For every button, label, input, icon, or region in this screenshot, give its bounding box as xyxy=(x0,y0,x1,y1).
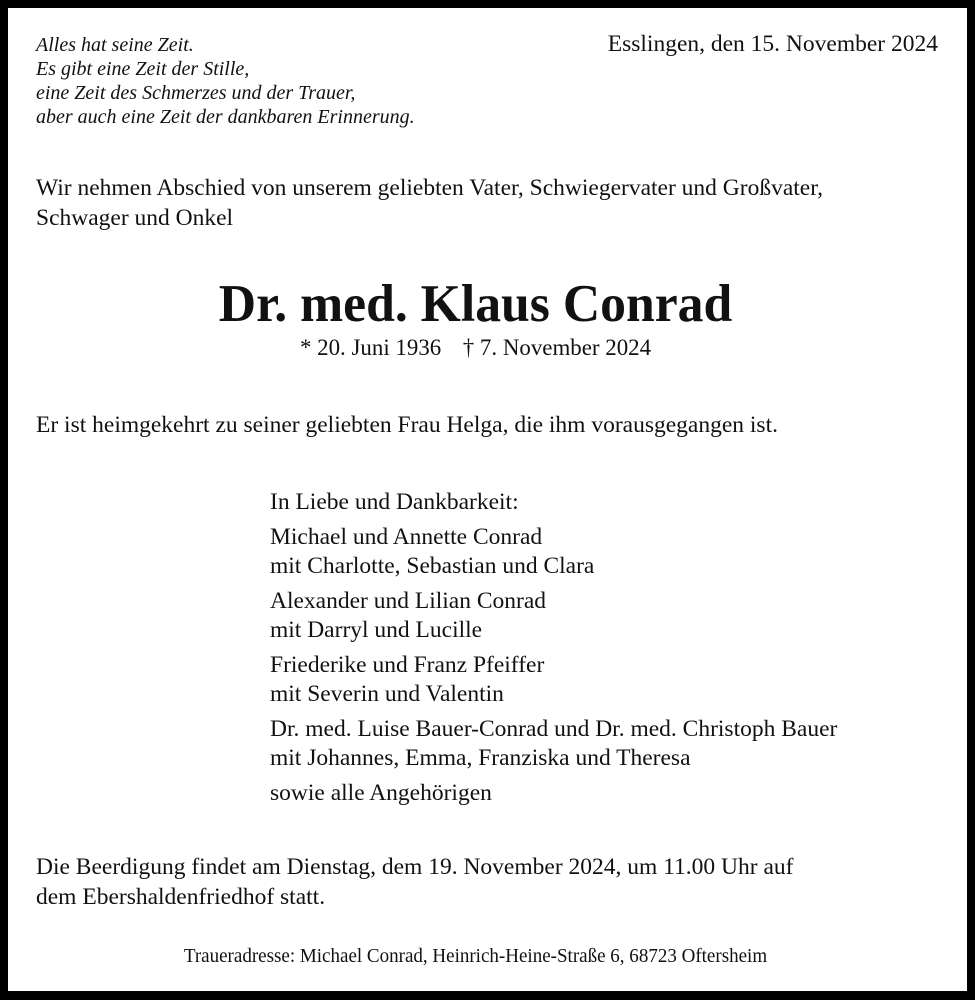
mourner-names: Friederike und Franz Pfeiffer xyxy=(270,652,545,678)
mourners-closing: sowie alle Angehörigen xyxy=(270,780,492,806)
helga-sentence: Er ist heimgekehrt zu seiner geliebten Frau Helga, die ihm vorausgegangen ist. xyxy=(36,412,778,438)
motto-verse xyxy=(36,33,415,129)
mourner-names: Alexander und Lilian Conrad xyxy=(270,588,547,614)
mourners-list xyxy=(270,488,837,814)
life-dates xyxy=(8,335,943,362)
motto-line: aber auch eine Zeit der dankbaren Erinnerung. xyxy=(36,106,415,128)
death-date: † 7. November 2024 xyxy=(462,335,652,361)
motto-line: Alles hat seine Zeit. xyxy=(36,34,194,56)
motto-line: Es gibt eine Zeit der Stille, xyxy=(36,58,250,80)
obituary-notice xyxy=(8,8,967,991)
mourner-group xyxy=(270,523,837,581)
mourner-names: Michael und Annette Conrad xyxy=(270,524,543,550)
intro-line: Wir nehmen Abschied von unserem geliebten Vater, Schwiegervater und Großvater, xyxy=(36,175,823,201)
mourner-group xyxy=(270,587,837,645)
deceased-name: Dr. med. Klaus Conrad xyxy=(218,275,733,333)
mourners-heading: In Liebe und Dankbarkeit: xyxy=(270,489,519,515)
intro-line: Schwager und Onkel xyxy=(36,205,234,231)
mourner-children: mit Darryl und Lucille xyxy=(270,617,483,643)
funeral-line: Die Beerdigung findet am Dienstag, dem 19. November 2024, um 11.00 Uhr auf xyxy=(36,854,794,880)
mourner-group xyxy=(270,715,837,773)
funeral-line: dem Ebershaldenfriedhof statt. xyxy=(36,884,326,910)
mourning-address: Traueradresse: Michael Conrad, Heinrich-Heine-Straße 6, 68723 Oftersheim xyxy=(183,946,768,967)
intro-paragraph xyxy=(36,173,823,233)
mourner-children: mit Severin und Valentin xyxy=(270,681,504,707)
place-date-line: Esslingen, den 15. November 2024 xyxy=(607,31,938,57)
motto-line: eine Zeit des Schmerzes und der Trauer, xyxy=(36,82,356,104)
mourner-group xyxy=(270,651,837,709)
birth-date: * 20. Juni 1936 xyxy=(299,335,442,361)
funeral-info xyxy=(36,852,794,912)
mourner-names: Dr. med. Luise Bauer-Conrad und Dr. med. Christoph Bauer xyxy=(270,716,838,742)
mourner-children: mit Johannes, Emma, Franziska und Theresa xyxy=(270,745,691,771)
mourner-children: mit Charlotte, Sebastian und Clara xyxy=(270,553,595,579)
